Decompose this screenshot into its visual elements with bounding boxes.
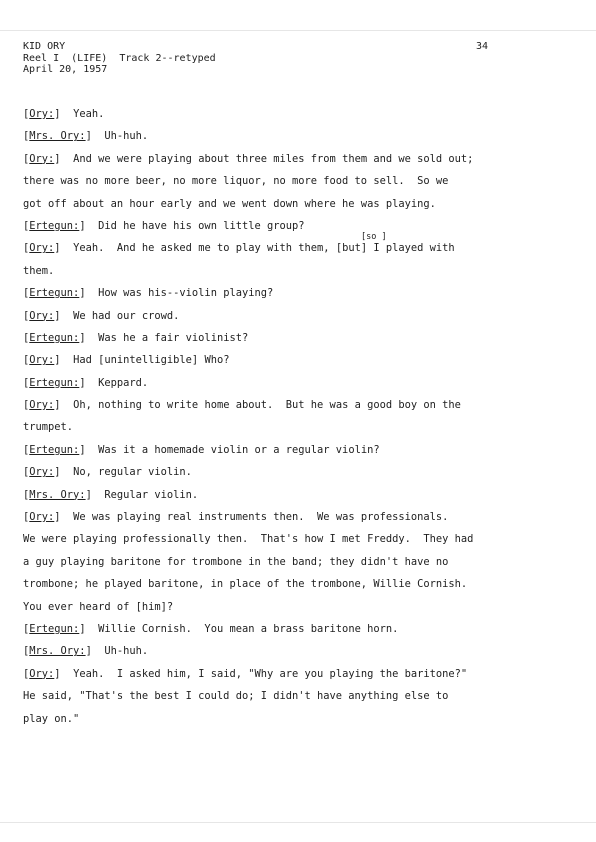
transcript-line: [Ory:] Had [unintelligible] Who? xyxy=(23,354,230,367)
page-number: 34 xyxy=(476,41,489,52)
speaker-label: Ory: xyxy=(29,399,55,412)
line-text: Uh-huh. xyxy=(91,645,149,658)
inserted-correction: [so ] xyxy=(361,232,387,243)
transcript-line xyxy=(23,170,583,192)
line-text: No, regular violin. xyxy=(60,466,192,479)
line-text: How was his--violin playing? xyxy=(85,287,274,300)
line-text: Was it a homemade violin or a regular violin? xyxy=(85,443,380,456)
speaker-label: Ory: xyxy=(29,108,55,120)
line-text: Had [unintelligible] Who? xyxy=(60,354,230,367)
speaker-label: Ory: xyxy=(29,466,55,479)
transcript-line xyxy=(23,551,583,573)
scan-edge-bottom xyxy=(0,822,596,823)
transcript-line xyxy=(23,416,583,438)
line-text: Yeah. And he asked me to play with them, [but] I played with xyxy=(60,242,455,255)
speaker-label: Mrs. Ory: xyxy=(29,645,86,658)
speaker-label: Ertegun: xyxy=(29,376,80,389)
transcript-line xyxy=(23,708,583,730)
header-reel: Reel I (LIFE) Track 2--retyped xyxy=(23,52,216,64)
transcript-line: [Ertegun:] Was he a fair violinist? xyxy=(23,331,249,344)
transcript-line xyxy=(23,260,583,282)
line-text: Keppard. xyxy=(85,376,149,389)
transcript-line: [Ory:] No, regular violin. xyxy=(23,466,192,479)
transcript-line: [Mrs. Ory:] Uh-huh. xyxy=(23,130,149,143)
line-text: He said, "That's the best I could do; I didn't have anything else to xyxy=(23,690,449,703)
line-text: Yeah. I asked him, I said, "Why are you playing the baritone?" xyxy=(60,667,468,680)
line-text: them. xyxy=(23,264,55,277)
speaker-label: Ertegun: xyxy=(29,622,80,635)
speaker-label: Ertegun: xyxy=(29,287,80,300)
speaker-label: Ory: xyxy=(29,354,55,367)
transcript-line: [Ertegun:] How was his--violin playing? xyxy=(23,287,274,300)
line-text: We was playing real instruments then. We was professionals. xyxy=(60,511,449,524)
transcript-line: [Ory:] And we were playing about three miles from them and we sold out; xyxy=(23,152,474,165)
transcript-line xyxy=(23,685,583,707)
speaker-label: Ory: xyxy=(29,309,55,322)
transcript-line: [Ertegun:] Keppard. xyxy=(23,376,149,389)
line-text: got off about an hour early and we went down where he was playing. xyxy=(23,197,436,210)
header-name: KID ORY xyxy=(23,41,66,52)
speaker-label: Ory: xyxy=(29,667,55,680)
speaker-label: Mrs. Ory: xyxy=(29,130,86,143)
line-text: Did he have his own little group? xyxy=(85,219,305,232)
transcript-line: [Ertegun:] Did he have his own little group? xyxy=(23,219,305,232)
transcript-line: [Ory:] Oh, nothing to write home about. But he was a good boy on the xyxy=(23,399,461,412)
header-date: April 20, 1957 xyxy=(23,64,108,75)
speaker-label: Ertegun: xyxy=(29,331,80,344)
transcript-line: [Ory:] Yeah. xyxy=(23,108,105,120)
transcript-line: [Ory:] We was playing real instruments then. We was professionals. xyxy=(23,511,449,524)
line-text: Was he a fair violinist? xyxy=(85,331,249,344)
speaker-label: Ertegun: xyxy=(29,219,80,232)
line-text: Yeah. xyxy=(60,108,105,120)
speaker-label: Ory: xyxy=(29,511,55,524)
line-text: there was no more beer, no more liquor, no more food to sell. So we xyxy=(23,175,449,188)
transcript-body xyxy=(23,103,583,730)
transcript-line xyxy=(23,528,583,550)
line-text: play on." xyxy=(23,712,80,725)
line-text: Regular violin. xyxy=(91,488,199,501)
line-text: trumpet. xyxy=(23,421,74,434)
line-text: You ever heard of [him]? xyxy=(23,600,174,613)
line-text: Willie Cornish. You mean a brass baritone horn. xyxy=(85,622,399,635)
speaker-label: Ertegun: xyxy=(29,443,80,456)
speaker-label: Ory: xyxy=(29,242,55,255)
transcript-line: [Mrs. Ory:] Uh-huh. xyxy=(23,645,149,658)
transcript-line xyxy=(23,573,583,595)
line-text: And we were playing about three miles from them and we sold out; xyxy=(60,152,474,165)
line-text: We had our crowd. xyxy=(60,309,180,322)
transcript-line: [Ertegun:] Was it a homemade violin or a regular violin? xyxy=(23,443,380,456)
transcript-line: [Ory:] Yeah. I asked him, I said, "Why are you playing the baritone?" xyxy=(23,667,468,680)
speaker-label: Mrs. Ory: xyxy=(29,488,86,501)
line-text: Oh, nothing to write home about. But he was a good boy on the xyxy=(60,399,461,412)
transcript-line xyxy=(23,193,583,215)
line-text: trombone; he played baritone, in place of the trombone, Willie Cornish. xyxy=(23,578,468,591)
transcript-line xyxy=(23,596,583,618)
speaker-label: Ory: xyxy=(29,152,55,165)
line-text: Uh-huh. xyxy=(91,130,149,143)
transcript-line: [Ertegun:] Willie Cornish. You mean a brass baritone horn. xyxy=(23,622,399,635)
transcript-line: [Ory:] We had our crowd. xyxy=(23,309,180,322)
transcript-line: [Ory:] Yeah. And he asked me to play with them, [but] I played with [so ] xyxy=(23,232,455,255)
line-text: a guy playing baritone for trombone in the band; they didn't have no xyxy=(23,555,449,568)
document-header xyxy=(23,41,216,76)
transcript-line: [Mrs. Ory:] Regular violin. xyxy=(23,488,199,501)
scan-edge-top xyxy=(0,30,596,31)
line-text: We were playing professionally then. That's how I met Freddy. They had xyxy=(23,533,474,546)
